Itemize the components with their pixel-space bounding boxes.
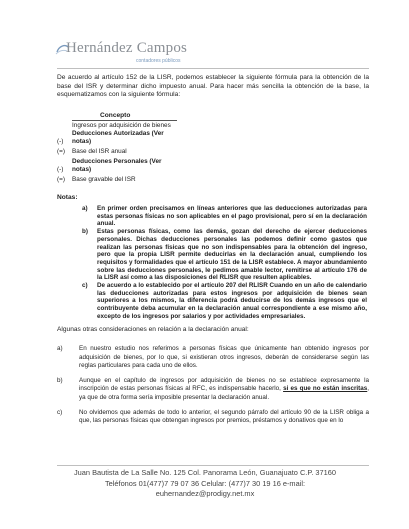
note-label: b) [82, 228, 88, 236]
notes-title: Notas: [57, 194, 78, 201]
list-item [57, 409, 369, 426]
table-row-text: Ingresos por adquisición de bienes [72, 122, 171, 129]
note-text: En primer orden precisamos en líneas anteriores que las deducciones autorizadas para estas personas físicas no son aplicables en el pago provisional, pero sí en la declaración anual. [97, 205, 367, 228]
list-item [57, 345, 369, 371]
note-item [82, 228, 367, 282]
item-text-after: , ya que de otra forma sería imposible presentar la declaración anual. [79, 385, 370, 401]
company-logo [54, 36, 188, 66]
intro-paragraph: De acuerdo al artículo 152 de la LISR, podemos establecer la siguiente fórmula para la obtención de la base del ISR y determinar dicho impuesto anual. Para hacer más sencilla la obtención de la base, la esquematizamos con la siguiente fórmula: [57, 74, 369, 99]
considerations-list [57, 345, 369, 426]
header-divider [57, 68, 369, 69]
list-item [57, 377, 369, 403]
notes-list [82, 205, 367, 321]
note-item [82, 205, 367, 228]
table-row-symbol: (-) [57, 166, 64, 173]
section-title: Algunas otras consideraciones en relación a la declaración anual: [57, 326, 249, 333]
note-label: a) [82, 205, 88, 212]
item-emphasis: si es que no están inscritas [283, 385, 368, 393]
table-header: Concepto [100, 112, 131, 119]
note-text: De acuerdo a lo establecido por el artículo 207 del RLISR Cuando en un año de calendario las deducciones autorizadas para estos ingresos por adquisición de bienes sean superiores a los mismos, la diferencia podrá deducirse de los demás ingresos que el contribuyente deba acumular en la declaración anual correspondiente a ese mismo año, excepto de los ingresos por salarios y por actividades empresariales. [97, 282, 367, 320]
table-row-text: Base del ISR anual [72, 148, 127, 155]
table-row-symbol: (=) [57, 176, 65, 183]
footer-email: euhernandez@prodigy.net.mx [155, 489, 255, 499]
item-label: b) [57, 376, 63, 384]
note-item [82, 282, 367, 321]
table-row-text: notas) [72, 166, 92, 173]
table-row-text: Base gravable del ISR [72, 176, 136, 183]
item-text: En nuestro estudio nos referimos a personas físicas que únicamente han obtenido ingresos por adquisición de bienes, por lo que, si existieran otros ingresos, deberán de considerarse según las reglas particulares para cada uno de ellos. [79, 345, 369, 370]
table-row-text: notas) [72, 138, 92, 145]
table-row-text: Deducciones Personales (Ver [72, 158, 162, 165]
item-text: No olvidemos que además de todo lo anterior, el segundo párrafo del artículo 90 de la LISR obliga a que, las personas físicas que obtengan ingresos por premios, préstamos y donativos que en lo [79, 408, 369, 425]
item-text: Aunque en el capítulo de ingresos por adquisición de bienes no se establece expresamente la inscripción de estas personas físicas al RFC, es indispensable hacerlo, [79, 376, 369, 393]
item-label: a) [57, 345, 63, 352]
footer-divider [57, 465, 369, 466]
logo-name: Hernández Campos [66, 40, 188, 56]
page-footer [40, 468, 370, 500]
table-row-text: Deducciones Autorizadas (Ver [72, 130, 164, 137]
table-row-symbol: (=) [57, 148, 65, 155]
table-row-symbol: (-) [57, 138, 64, 145]
table-header-rule [72, 120, 177, 121]
note-label: c) [82, 282, 88, 290]
item-label: c) [57, 408, 63, 416]
footer-phones: Teléfonos 01(477)7 79 07 36 Celular: (477)7 30 19 16 e-mail: [104, 478, 306, 488]
footer-address: Juan Bautista de La Salle No. 125 Col. Panorama León, Guanajuato C.P. 37160 [73, 468, 336, 477]
logo-tagline: contadores públicos [136, 58, 181, 64]
note-text: Estas personas físicas, como las demás, gozan del derecho de ejercer deducciones personales. Dichas deducciones personales las podemos definir como gastos que realizan las personas físicas que no son indispensables para la obtención del ingreso, pero que la propia LISR permite deducirlas en la declaración anual, cumpliendo los requisitos y formalidades que el artículo 151 de la LISR establece. A mayor abundamiento sobre las deducciones personales, le pedimos amable lector, remitirse al artículo 176 de la LISR así como a las disposiciones del RLISR que resulten aplicables. [97, 228, 367, 282]
